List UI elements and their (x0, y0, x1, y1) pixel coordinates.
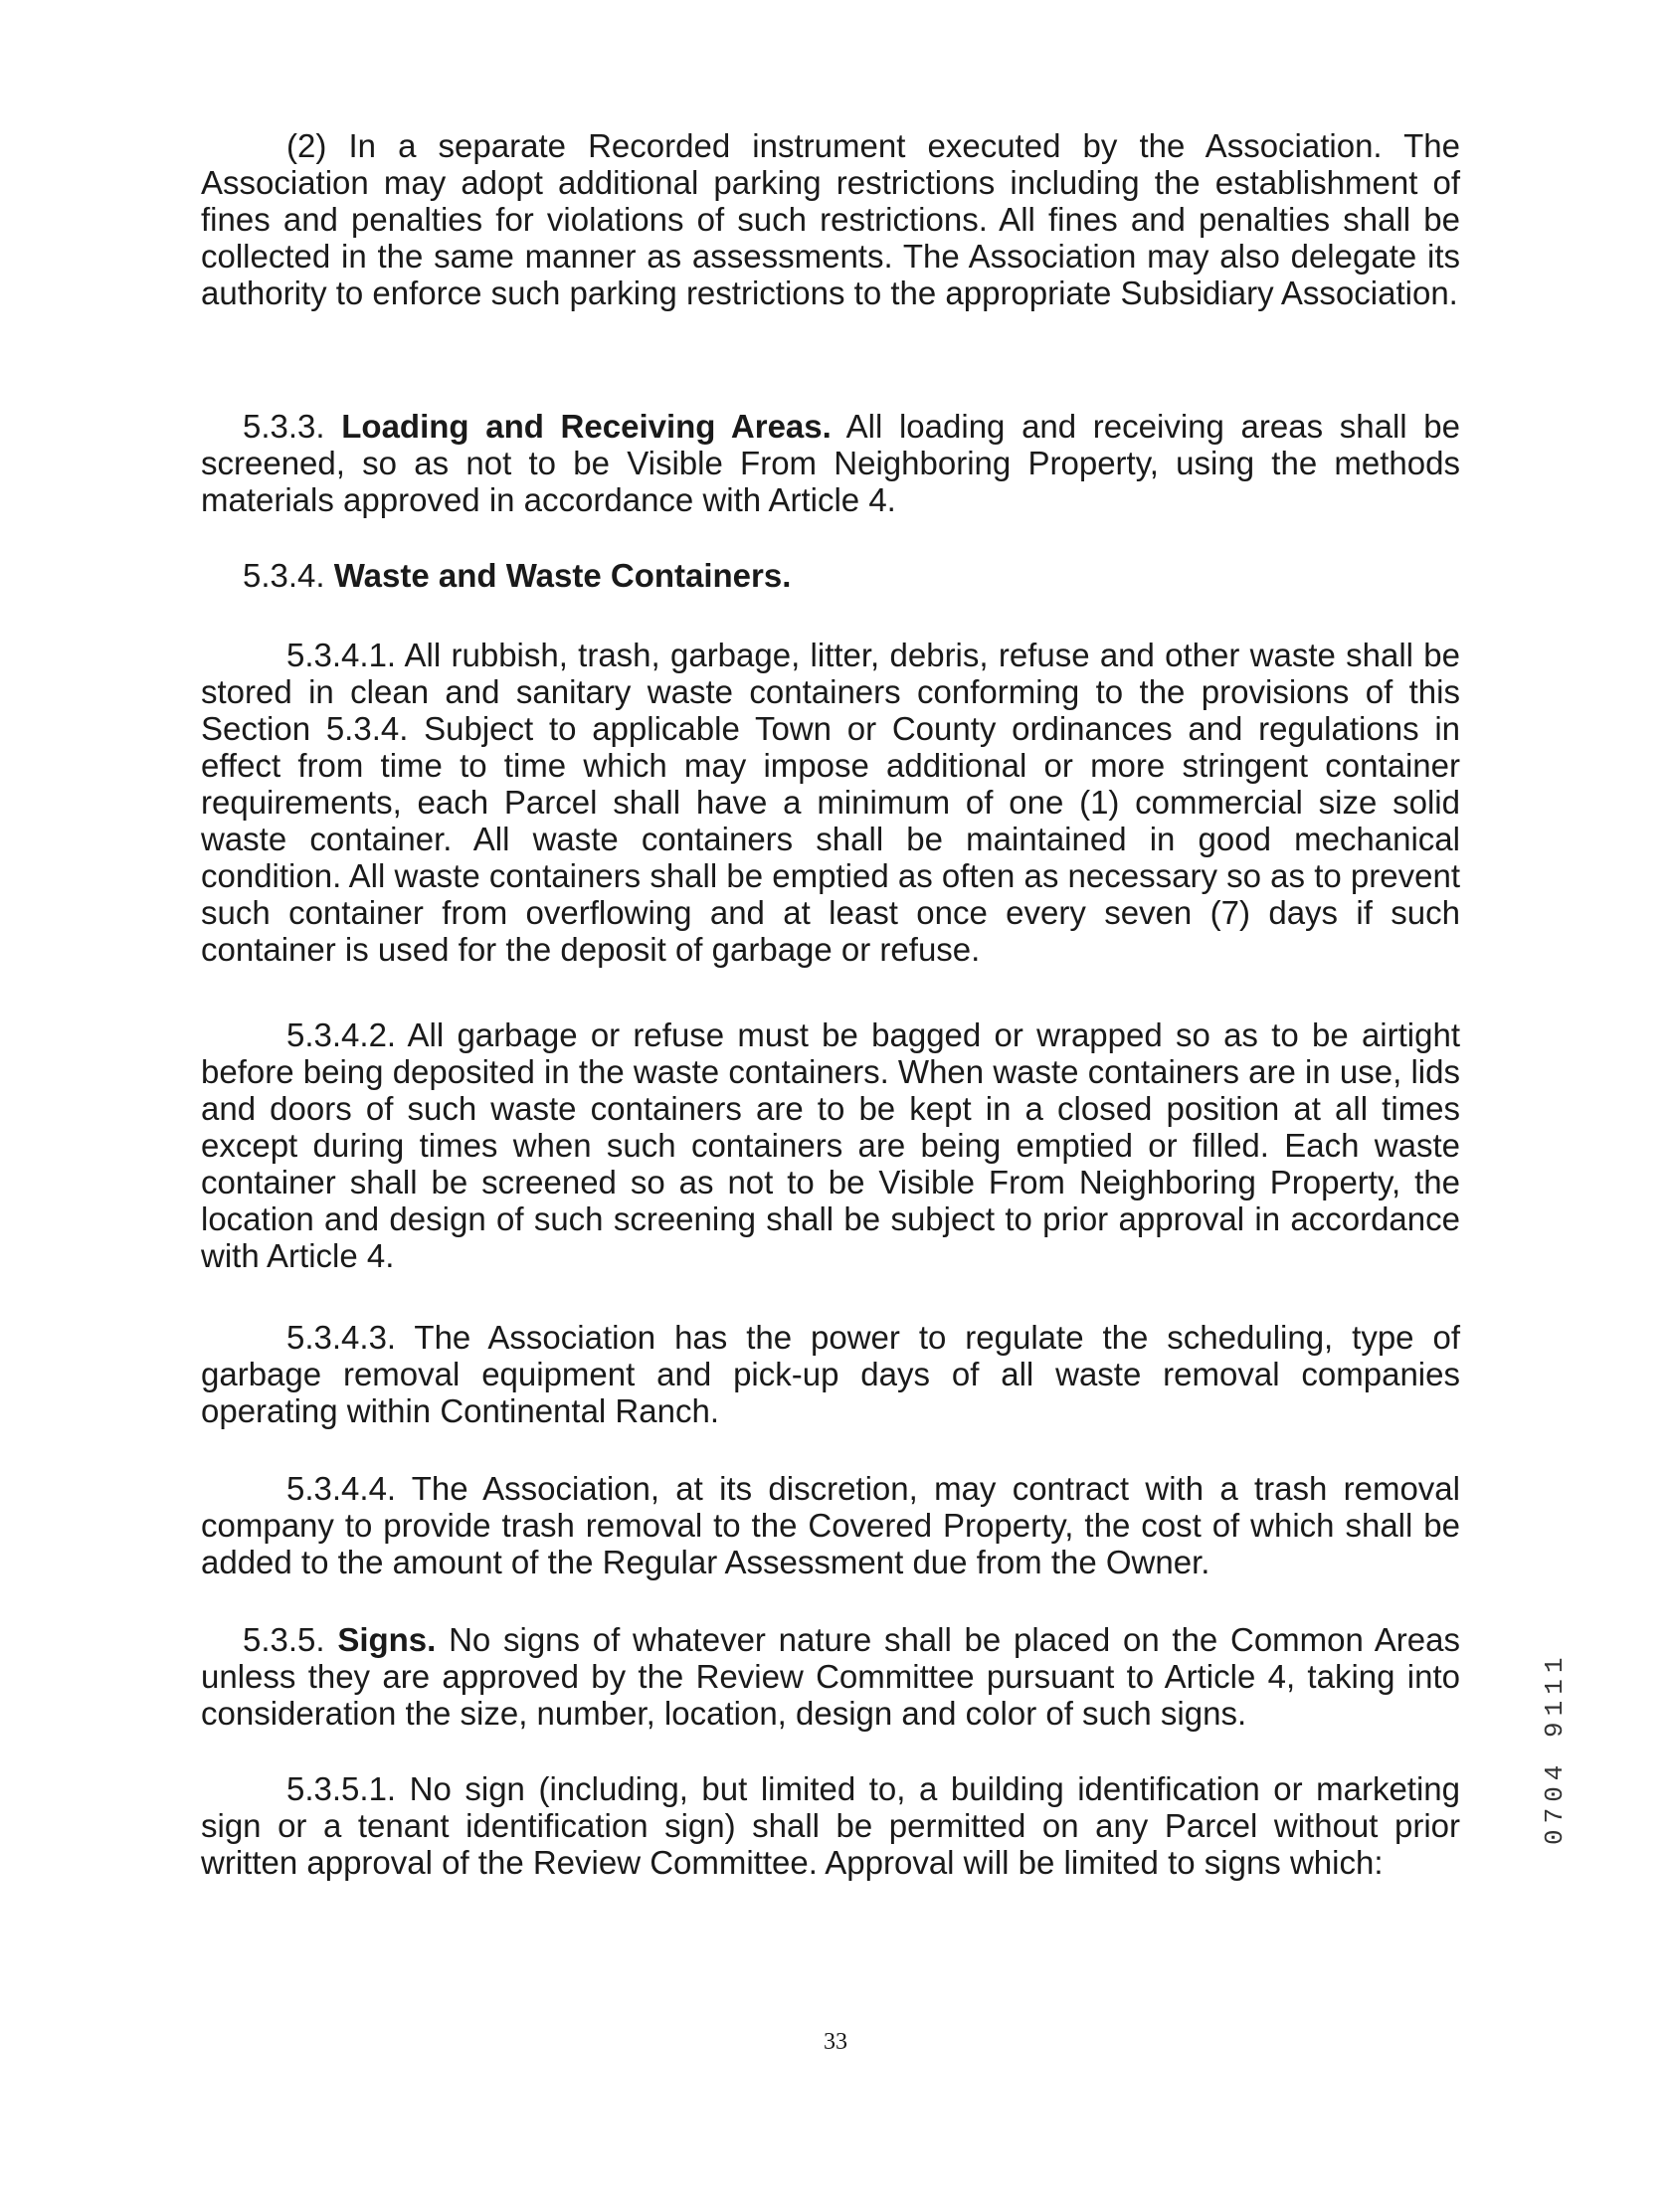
section-title: Loading and Receiving Areas. (341, 408, 832, 445)
section-5-3-3 (201, 408, 1460, 518)
section-number: 5.3.5. (243, 1621, 325, 1658)
page-number: 33 (824, 2029, 847, 2055)
section-5-3-4-1: 5.3.4.1. All rubbish, trash, garbage, litter, debris, refuse and other waste shall be stored in clean and sanitary waste containers conforming to the provisions of this Section 5.3.4. Subject to applicable Town or County ordinances and regulations in effect from time to time which may impose additional or more stringent container requirements, each Parcel shall have a minimum of one (1) commercial size solid waste container. All waste containers shall be maintained in good mechanical condition. All waste containers shall be emptied as often as necessary so as to prevent such container from overflowing and at least once every seven (7) days if such container is used for the deposit of garbage or refuse. (201, 637, 1460, 968)
section-number: 5.3.3. (243, 408, 325, 445)
section-title: Waste and Waste Containers. (333, 557, 792, 594)
paragraph-parking-instrument: (2) In a separate Recorded instrument executed by the Association. The Association may adopt additional parking restrictions including the establishment of fines and penalties for violations of such restrictions. All fines and penalties shall be collected in the same manner as assessments. The Association may also delegate its authority to enforce such parking restrictions to the appropriate Subsidiary Association. (201, 127, 1460, 311)
section-body: No signs of whatever nature shall be placed on the Common Areas unless they are approved by the Review Committee pursuant to Article 4, taking into consideration the size, number, location, design and color of such signs. (201, 1621, 1460, 1732)
section-5-3-5-1: 5.3.5.1. No sign (including, but limited to, a building identification or marketing sign or a tenant identification sign) shall be permitted on any Parcel without prior written approval of the Review Committee. Approval will be limited to signs which: (201, 1770, 1460, 1881)
section-number: 5.3.4. (243, 557, 325, 594)
section-5-3-4-4: 5.3.4.4. The Association, at its discretion, may contract with a trash removal company to provide trash removal to the Covered Property, the cost of which shall be added to the amount of the Regular Assessment due from the Owner. (201, 1470, 1460, 1580)
section-body: All loading and receiving areas shall be screened, so as not to be Visible From Neighboring Property, using the methods materials approved in accordance with Article 4. (201, 408, 1460, 518)
section-title: Signs. (337, 1621, 437, 1658)
section-5-3-4-2: 5.3.4.2. All garbage or refuse must be bagged or wrapped so as to be airtight before being deposited in the waste containers. When waste containers are in use, lids and doors of such waste containers are to be kept in a closed position at all times except during times when such containers are being emptied or filled. Each waste container shall be screened so as not to be Visible From Neighboring Property, the location and design of such screening shall be subject to prior approval in accordance with Article 4. (201, 1016, 1460, 1274)
section-5-3-5 (201, 1621, 1460, 1732)
section-5-3-4-heading (201, 557, 1460, 594)
recording-stamp: 0704 9111 (1540, 1651, 1570, 1845)
section-5-3-4-3: 5.3.4.3. The Association has the power to regulate the scheduling, type of garbage removal equipment and pick-up days of all waste removal companies operating within Continental Ranch. (201, 1319, 1460, 1429)
